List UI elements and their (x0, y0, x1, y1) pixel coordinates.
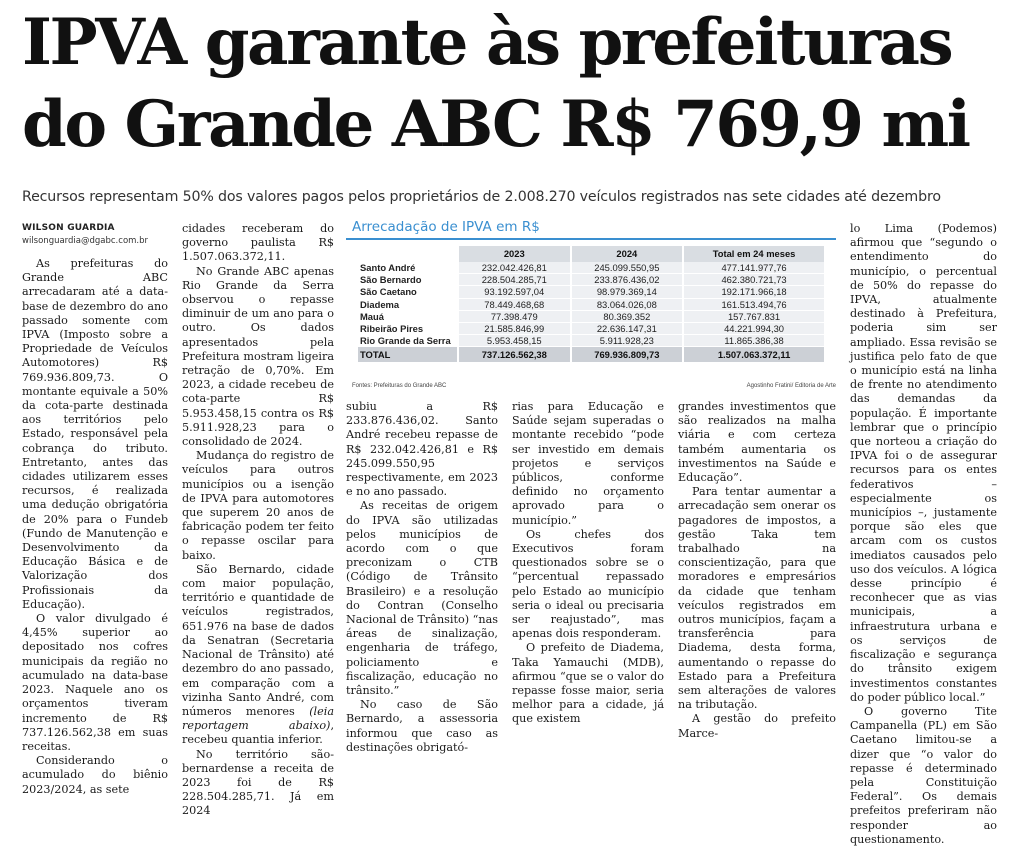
paragraph: cidades receberam do governo paulista R$ 1.507.063.372,11. (182, 222, 334, 264)
paragraph (182, 563, 334, 748)
table-row (358, 286, 825, 298)
paragraph: No caso de São Bernardo, a assessoria informou que caso as destinações obrigató- (346, 698, 498, 754)
table-cell-2023: 737.126.562,38 (458, 347, 571, 362)
table-cell-2024: 5.911.928,23 (571, 335, 684, 347)
table-cell-2024: 22.636.147,31 (571, 323, 684, 335)
table-cell-2024: 83.064.026,08 (571, 298, 684, 310)
table-cell-2024: 233.876.436,02 (571, 274, 684, 286)
infobox-footer (352, 383, 836, 389)
table-row (358, 323, 825, 335)
paragraph: grandes investimentos que são realizados na malha viária e com certeza também aumentaria os investimentos na Saúde e Educação”. (678, 400, 836, 485)
table-cell-2023: 77.398.479 (458, 310, 571, 322)
infobox-source: Fontes: Prefeituras do Grande ABC (352, 383, 447, 389)
infobox-title: Arrecadação de IPVA em R$ (352, 219, 540, 235)
table-body (358, 262, 825, 347)
table-cell-2024: 98.979.369,14 (571, 286, 684, 298)
paragraph: O valor divulgado é 4,45% superior ao depositado nos cofres municipais da região no acumulado na data-base 2023. Naquele ano os orçamentos tiveram incremento de R$ 737.126.562,38 em suas receitas. (22, 612, 168, 753)
paragraph: subiu a R$ 233.876.436,02. Santo André recebeu repasse de R$ 232.042.426,81 e R$ 245.099.550,95 respectivamente, em 2023 e no ano passado. (346, 400, 498, 499)
headline-line-1: IPVA garante às prefeituras (22, 5, 952, 80)
table-header-blank (358, 246, 458, 262)
byline-email[interactable]: wilsonguardia@dgabc.com.br (22, 236, 149, 246)
paragraph: O prefeito de Diadema, Taka Yamauchi (MDB), afirmou “que se o valor do repasse fosse maior, seria melhor para a cidade, já que existem (512, 641, 664, 726)
table-cell-city: Mauá (358, 310, 458, 322)
table-cell-total: 477.141.977,76 (683, 262, 825, 274)
table-cell-2023: 93.192.597,04 (458, 286, 571, 298)
article-column-3 (346, 400, 498, 754)
table-header-row (358, 246, 825, 262)
table-cell-total: 161.513.494,76 (683, 298, 825, 310)
paragraph: lo Lima (Podemos) afirmou que “segundo o entendimento do município, o percentual de 50% do repasse do IPVA, atualmente destinado à Prefeitura, poderia sim ser ampliado. Essa revisão se justifica pelo fato de que o município está na linha de frente no atendimento das demandas da população. É importante lembrar que o princípio que norteou a criação do IPVA foi o de assegurar recursos para os entes federativos – especialmente os municípios –, justamente porque são eles que arcam com os custos imediatos causados pelo uso dos veículos. A lógica desse princípio é reconhecer que as vias municipais, a infraestrutura urbana e os serviços de fiscalização e segurança do trânsito exigem investimentos constantes do poder público local.” (850, 222, 997, 704)
table-cell-label: TOTAL (358, 347, 458, 362)
paragraph: Os chefes dos Executivos foram questionados sobre se o “percentual repassado pelo Estado ao município seria o ideal ou precisaria ser reajustado”, mas apenas dois responderam. (512, 527, 664, 641)
article-column-1 (22, 222, 168, 796)
ipva-table (358, 246, 826, 362)
paragraph: rias para Educação e Saúde sejam superadas o montante recebido “pode ser investido em demais projetos e serviços públicos, conforme definido no orçamento aprovado para o município.” (512, 400, 664, 527)
table-row (358, 335, 825, 347)
infobox-rule (346, 238, 836, 240)
article-column-6 (850, 222, 997, 846)
table-cell-city: Santo André (358, 262, 458, 274)
byline-author: WILSON GUARDIA (22, 223, 115, 233)
table-row (358, 262, 825, 274)
table-cell-total: 462.380.721,73 (683, 274, 825, 286)
table-cell-2023: 78.449.468,68 (458, 298, 571, 310)
table-row (358, 310, 825, 322)
table-cell-2023: 5.953.458,15 (458, 335, 571, 347)
ipva-infobox (346, 219, 837, 394)
table-cell-2023: 228.504.285,71 (458, 274, 571, 286)
paragraph: A gestão do prefeito Marce- (678, 712, 836, 740)
article-column-2 (182, 222, 334, 818)
infobox-credit: Agostinho Fratini/ Editoria de Arte (746, 383, 836, 389)
paragraph: Mudança do registro de veículos para outros municípios ou a isenção de IPVA para automotores que superem 20 anos de fabricação podem ter feito o repasse oscilar para baixo. (182, 449, 334, 562)
table-cell-2023: 232.042.426,81 (458, 262, 571, 274)
table-row (358, 298, 825, 310)
paragraph-text: São Bernardo, cidade com maior população, território e quantidade de veículos registrados, 651.976 na base de dados da Senatran (Secretaria Nacional de Trânsito) até dezembro do ano passado, em comparação com a vizinha Santo André, com números menores (182, 562, 334, 718)
reference-note[interactable]: (leia reportagem abaixo) (182, 704, 334, 733)
table-header-total: Total em 24 meses (683, 246, 825, 262)
table-cell-2024: 769.936.809,73 (571, 347, 684, 362)
table-cell-city: São Bernardo (358, 274, 458, 286)
table-cell-2024: 245.099.550,95 (571, 262, 684, 274)
paragraph: O governo Tite Campanella (PL) em São Caetano limitou-se a dizer que “o valor do repasse é determinado pela Constituição Federal”. Os demais prefeitos preferiram não responder ao questionamento. (850, 704, 997, 846)
table-header-2023: 2023 (458, 246, 571, 262)
table-header-2024: 2024 (571, 246, 684, 262)
table-cell-city: Rio Grande da Serra (358, 335, 458, 347)
table-total-row (358, 347, 825, 362)
headline (22, 2, 997, 166)
table-cell-total: 1.507.063.372,11 (683, 347, 825, 362)
paragraph: Para tentar aumentar a arrecadação sem onerar os pagadores de impostos, a gestão Taka tem trabalhado na conscientização, para que moradores e empresários da cidade que tenham veículos registrados em outros municípios, façam a transferência para Diadema, desta forma, aumentando o repasse do Estado para a Prefeitura sem alterações de valores na tributação. (678, 485, 836, 712)
article-column-5 (678, 400, 836, 740)
paragraph: Considerando o acumulado do biênio 2023/2024, as sete (22, 754, 168, 796)
table-cell-total: 44.221.994,30 (683, 323, 825, 335)
table-cell-total: 192.171.966,18 (683, 286, 825, 298)
table-cell-total: 11.865.386,38 (683, 335, 825, 347)
table-cell-2024: 80.369.352 (571, 310, 684, 322)
subheadline: Recursos representam 50% dos valores pagos pelos proprietários de 2.008.270 veículos registrados nas sete cidades até dezembro (22, 189, 941, 205)
paragraph: As receitas de origem do IPVA são utilizadas pelos municípios de acordo com o que preconizam o CTB (Código de Trânsito Brasileiro) e a resolução do Contran (Conselho Nacional de Trânsito) “nas áreas de sinalização, engenharia de tráfego, policiamento e fiscalização, educação no trânsito.” (346, 499, 498, 698)
headline-line-2: do Grande ABC R$ 769,9 mi (22, 87, 969, 162)
paragraph-text: , recebeu quantia inferior. (182, 719, 334, 747)
table-row (358, 274, 825, 286)
paragraph: No Grande ABC apenas Rio Grande da Serra observou o repasse diminuir de um ano para o outro. Os dados apresentados pela Prefeitura mostram ligeira retração de 0,70%. Em 2023, a cidade recebeu de cota-parte R$ 5.953.458,15 contra os R$ 5.911.928,23 para o consolidado de 2024. (182, 264, 334, 449)
paragraph: As prefeituras do Grande ABC arrecadaram até a data-base de dezembro do ano passado somente com IPVA (Imposto sobre a Propriedade de Veículos Automotores) R$ 769.936.809,73. O montante equivale a 50% da cota-parte destinada aos territórios pelo Estado, responsável pela cobrança do tributo. Entretanto, antes das cidades utilizarem esses recursos, é realizada uma dedução obrigatória de 20% para o Fundeb (Fundo de Manutenção e Desenvolvimento da Educação Básica e de Valorização dos Profissionais da Educação). (22, 257, 168, 611)
table-cell-total: 157.767.831 (683, 310, 825, 322)
article-column-4 (512, 400, 664, 726)
table-cell-city: São Caetano (358, 286, 458, 298)
table-cell-city: Diadema (358, 298, 458, 310)
table-cell-2023: 21.585.846,99 (458, 323, 571, 335)
paragraph: No território são-bernardense a receita de 2023 foi de R$ 228.504.285,71. Já em 2024 (182, 747, 334, 818)
table-cell-city: Ribeirão Pires (358, 323, 458, 335)
